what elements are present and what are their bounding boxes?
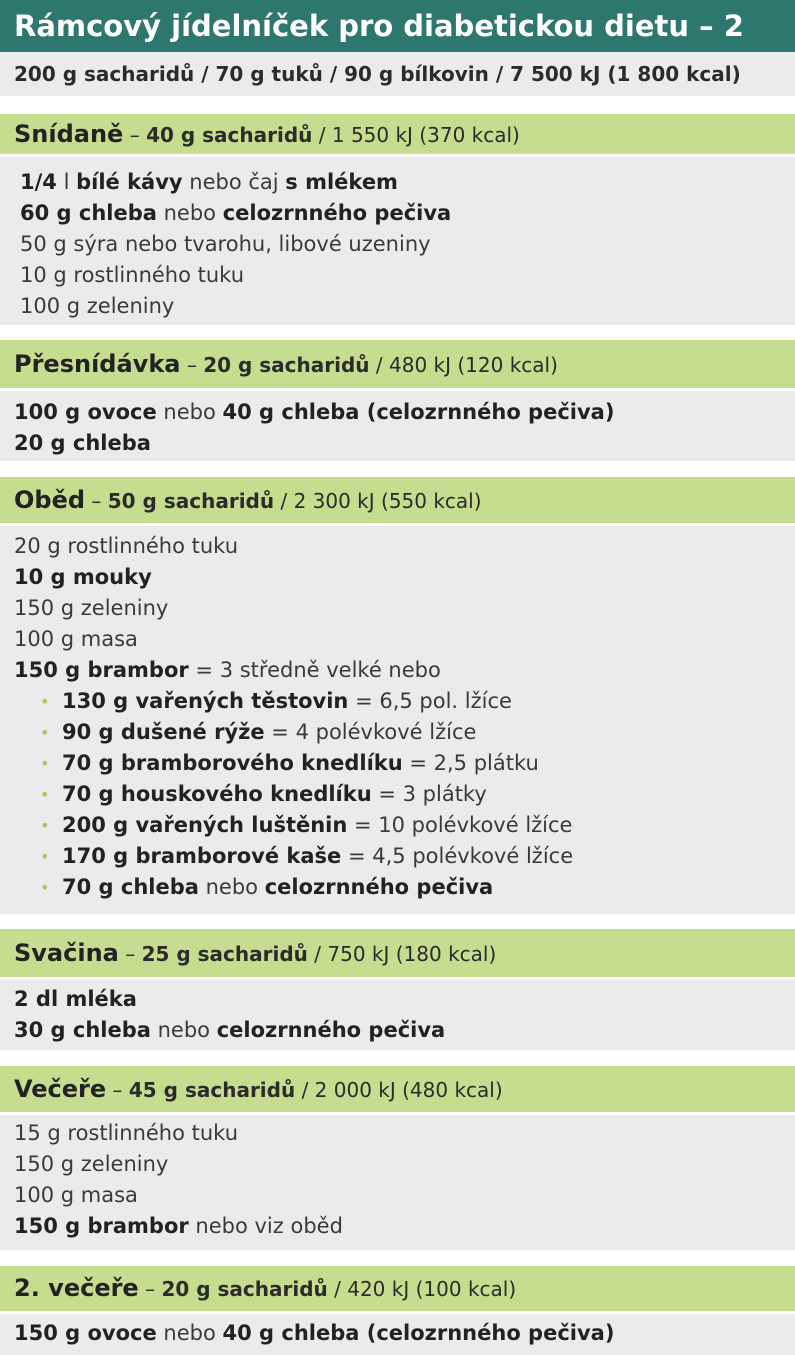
text: nebo — [156, 1321, 223, 1345]
list-item — [14, 984, 795, 1015]
bullet-item — [14, 779, 795, 810]
meal-energy: / 2 300 kJ (550 kcal) — [274, 489, 482, 513]
text: nebo — [198, 875, 265, 899]
list-item — [14, 655, 795, 686]
bullet-dot-icon: • — [40, 754, 50, 773]
section-header — [0, 929, 795, 977]
bold-text: s mlékem — [285, 170, 398, 194]
bold-text: celozrnného pečiva — [222, 201, 452, 225]
list-item — [20, 167, 795, 198]
meal-carbs: 50 g sacharidů — [107, 489, 275, 513]
meal-name: Svačina — [14, 939, 119, 967]
bold-text: 10 g mouky — [14, 565, 152, 589]
meal-carbs: 20 g sacharidů — [161, 1277, 328, 1301]
separator: – — [85, 489, 108, 513]
text: = 4 polévkové lžíce — [264, 720, 477, 744]
page-title: Rámcový jídelníček pro diabetickou dietu – 2 — [0, 0, 795, 52]
text: 100 g zeleniny — [20, 294, 175, 318]
bold-text: celozrnného pečiva — [216, 1018, 446, 1042]
text: nebo čaj — [182, 170, 286, 194]
meal-nutrition — [139, 1277, 516, 1301]
meal-name: Přesnídávka — [14, 350, 181, 378]
list-item — [14, 1015, 795, 1046]
text: nebo — [156, 201, 223, 225]
list-item — [14, 531, 795, 562]
bold-text: 40 g chleba (celozrnného pečiva) — [222, 400, 615, 424]
text: = 6,5 pol. lžíce — [348, 689, 512, 713]
meal-energy: / 1 550 kJ (370 kcal) — [312, 123, 520, 147]
text: = 3 plátky — [371, 782, 487, 806]
bold-text: 100 g ovoce — [14, 400, 157, 424]
text: = 4,5 polévkové lžíce — [341, 844, 574, 868]
list-item — [14, 428, 795, 459]
list-item — [20, 291, 795, 322]
meal-carbs: 45 g sacharidů — [128, 1078, 296, 1102]
text: 100 g masa — [14, 627, 138, 651]
meal-nutrition — [85, 489, 482, 513]
separator: – — [180, 353, 204, 377]
section-header — [0, 1266, 795, 1311]
meal-energy: / 420 kJ (100 kcal) — [327, 1277, 517, 1301]
bold-text: 200 g vařených luštěnin — [62, 813, 348, 837]
bold-text: 20 g chleba — [14, 431, 151, 455]
meal-name: Snídaně — [14, 120, 124, 148]
text: = 2,5 plátku — [402, 751, 539, 775]
text: = 10 polévkové lžíce — [347, 813, 573, 837]
section-body — [0, 157, 795, 325]
text: nebo — [150, 1018, 217, 1042]
bullet-dot-icon: • — [40, 785, 50, 804]
section-header — [0, 1066, 795, 1112]
list-item — [20, 229, 795, 260]
bullet-dot-icon: • — [40, 847, 50, 866]
bold-text: 30 g chleba — [14, 1018, 151, 1042]
list-item — [14, 593, 795, 624]
text: 50 g sýra nebo tvarohu, libové uzeniny — [20, 232, 431, 256]
text: 150 g zeleniny — [14, 1152, 169, 1176]
bold-text: celozrnného pečiva — [264, 875, 494, 899]
bold-text: 60 g chleba — [20, 201, 157, 225]
bold-text: 70 g bramborového knedlíku — [62, 751, 403, 775]
list-item — [14, 1118, 795, 1149]
separator: – — [118, 942, 142, 966]
text: 100 g masa — [14, 1183, 138, 1207]
list-item — [14, 562, 795, 593]
list-item — [14, 1180, 795, 1211]
bold-text: 130 g vařených těstovin — [62, 689, 349, 713]
text: nebo viz oběd — [188, 1214, 343, 1238]
meal-nutrition — [180, 353, 557, 377]
list-item — [20, 198, 795, 229]
text: 10 g rostlinného tuku — [20, 263, 245, 287]
separator: – — [138, 1277, 162, 1301]
separator: – — [106, 1078, 129, 1102]
section-body — [0, 526, 795, 914]
bullet-dot-icon: • — [40, 878, 50, 897]
bold-text: 150 g brambor — [14, 658, 189, 682]
text: = 3 středně velké nebo — [188, 658, 441, 682]
section-body — [0, 980, 795, 1050]
meal-carbs: 40 g sacharidů — [146, 123, 313, 147]
text: 15 g rostlinného tuku — [14, 1121, 239, 1145]
bold-text: 1/4 — [20, 170, 57, 194]
section-header — [0, 114, 795, 154]
list-item — [14, 1318, 795, 1349]
bullet-dot-icon: • — [40, 816, 50, 835]
bullet-dot-icon: • — [40, 723, 50, 742]
bullet-item — [14, 748, 795, 779]
meal-name: 2. večeře — [14, 1274, 139, 1302]
list-item — [14, 397, 795, 428]
separator: – — [123, 123, 147, 147]
meal-carbs: 25 g sacharidů — [141, 942, 308, 966]
bold-text: bílé kávy — [76, 170, 183, 194]
bullet-dot-icon: • — [40, 692, 50, 711]
text: 20 g rostlinného tuku — [14, 534, 239, 558]
list-item — [14, 624, 795, 655]
bold-text: 2 dl mléka — [14, 987, 137, 1011]
section-body — [0, 1314, 795, 1355]
bold-text: 150 g ovoce — [14, 1321, 157, 1345]
list-item — [14, 1211, 795, 1242]
meal-nutrition — [106, 1078, 503, 1102]
meal-carbs: 20 g sacharidů — [203, 353, 370, 377]
meal-nutrition — [119, 942, 496, 966]
text: nebo — [156, 400, 223, 424]
bold-text: 150 g brambor — [14, 1214, 189, 1238]
bullet-item — [14, 872, 795, 903]
bullet-item — [14, 686, 795, 717]
text: l — [56, 170, 77, 194]
bold-text: 40 g chleba (celozrnného pečiva) — [222, 1321, 615, 1345]
bullet-item — [14, 717, 795, 748]
bold-text: 170 g bramborové kaše — [62, 844, 342, 868]
section-body — [0, 1115, 795, 1250]
bullet-item — [14, 841, 795, 872]
list-item — [20, 260, 795, 291]
meal-name: Večeře — [14, 1075, 107, 1103]
section-header — [0, 477, 795, 523]
bold-text: 70 g chleba — [62, 875, 199, 899]
bullet-item — [14, 810, 795, 841]
meal-energy: / 480 kJ (120 kcal) — [369, 353, 558, 377]
text: 150 g zeleniny — [14, 596, 169, 620]
bold-text: 90 g dušené rýže — [62, 720, 265, 744]
list-item — [14, 1149, 795, 1180]
section-header — [0, 340, 795, 388]
section-body — [0, 391, 795, 461]
meal-nutrition — [123, 123, 520, 147]
meal-energy: / 2 000 kJ (480 kcal) — [295, 1078, 503, 1102]
meal-energy: / 750 kJ (180 kcal) — [307, 942, 497, 966]
meal-name: Oběd — [14, 486, 86, 514]
bold-text: 70 g houskového knedlíku — [62, 782, 372, 806]
nutrition-summary: 200 g sacharidů / 70 g tuků / 90 g bílkovin / 7 500 kJ (1 800 kcal) — [0, 52, 795, 96]
